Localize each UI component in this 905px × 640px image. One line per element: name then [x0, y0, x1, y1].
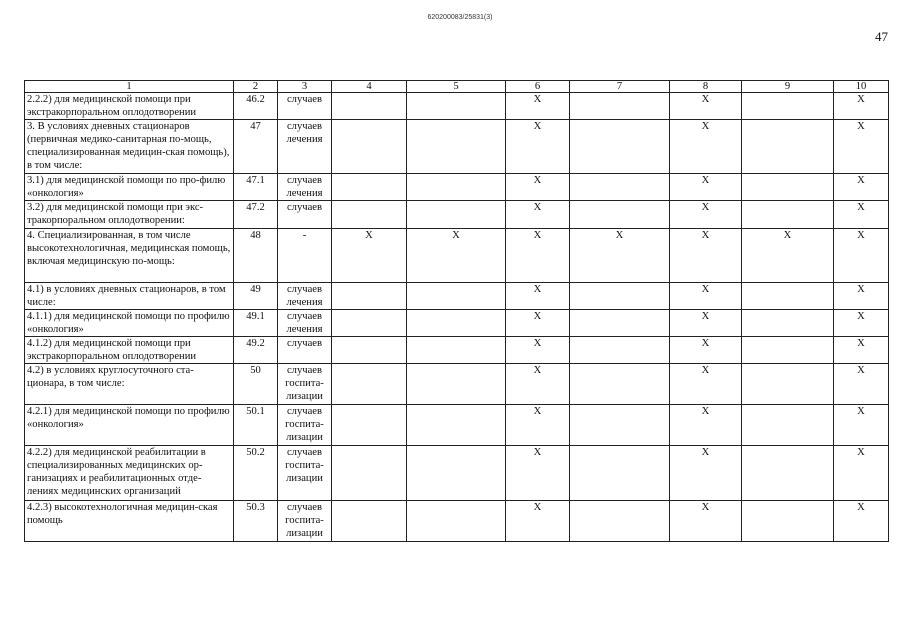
mark-cell: X [670, 120, 742, 174]
table-row [25, 364, 889, 405]
mark-cell [407, 364, 506, 405]
mark-cell: X [834, 501, 889, 542]
page-number: 47 [875, 29, 888, 44]
mark-cell [407, 120, 506, 174]
mark-cell [570, 309, 670, 336]
mark-cell: X [834, 405, 889, 446]
mark-cell: X [834, 120, 889, 174]
column-header: 3 [278, 81, 332, 93]
mark-cell: X [407, 228, 506, 282]
mark-cell: X [506, 228, 570, 282]
mark-cell [332, 201, 407, 228]
mark-cell: X [834, 201, 889, 228]
row-number-cell: 49.2 [234, 336, 278, 363]
column-header: 2 [234, 81, 278, 93]
row-name-cell: 4.1.2) для медицинской помощи при экстракорпоральном оплодотворении [25, 336, 234, 363]
row-name-cell: 3.1) для медицинской помощи по про-филю «онкология» [25, 174, 234, 201]
table-row [25, 120, 889, 174]
mark-cell [570, 364, 670, 405]
row-number-cell: 48 [234, 228, 278, 282]
mark-cell: X [506, 309, 570, 336]
table-row [25, 228, 889, 282]
unit-cell: случаев госпита-лизации [278, 501, 332, 542]
mark-cell [407, 405, 506, 446]
row-number-cell: 50.1 [234, 405, 278, 446]
mark-cell [570, 120, 670, 174]
mark-cell: X [670, 174, 742, 201]
column-header: 9 [742, 81, 834, 93]
mark-cell: X [570, 228, 670, 282]
document-code: 620200083/25831(3) [427, 14, 493, 21]
mark-cell: X [834, 336, 889, 363]
data-table [24, 80, 889, 542]
mark-cell: X [834, 282, 889, 309]
mark-cell [570, 282, 670, 309]
row-number-cell: 50.3 [234, 501, 278, 542]
row-name-cell: 4.2) в условиях круглосуточного ста-ционара, в том числе: [25, 364, 234, 405]
row-number-cell: 49 [234, 282, 278, 309]
mark-cell [332, 309, 407, 336]
unit-cell: случаев госпита-лизации [278, 446, 332, 501]
column-number-row [25, 81, 889, 93]
table-row [25, 201, 889, 228]
column-header: 8 [670, 81, 742, 93]
row-name-cell: 4.2.2) для медицинской реабилитации в специализированных медицинских ор-ганизациях и реабилитационных отде-лениях медицинских организаций [25, 446, 234, 501]
row-number-cell: 47.2 [234, 201, 278, 228]
mark-cell [332, 446, 407, 501]
mark-cell: X [834, 93, 889, 120]
mark-cell: X [506, 336, 570, 363]
table-row [25, 446, 889, 501]
unit-cell: случаев лечения [278, 309, 332, 336]
mark-cell [407, 446, 506, 501]
mark-cell: X [506, 174, 570, 201]
mark-cell [742, 201, 834, 228]
row-number-cell: 50.2 [234, 446, 278, 501]
mark-cell: X [670, 201, 742, 228]
mark-cell: X [742, 228, 834, 282]
mark-cell [332, 120, 407, 174]
mark-cell [742, 446, 834, 501]
mark-cell [742, 364, 834, 405]
mark-cell [407, 309, 506, 336]
mark-cell: X [506, 501, 570, 542]
mark-cell: X [670, 336, 742, 363]
column-header: 7 [570, 81, 670, 93]
mark-cell [332, 501, 407, 542]
row-name-cell: 3. В условиях дневных стационаров (первичная медико-санитарная по-мощь, специализированная медицин-ская помощь), в том числе: [25, 120, 234, 174]
mark-cell [407, 201, 506, 228]
mark-cell: X [506, 405, 570, 446]
row-number-cell: 47.1 [234, 174, 278, 201]
table-row [25, 93, 889, 120]
row-number-cell: 46.2 [234, 93, 278, 120]
mark-cell [570, 93, 670, 120]
row-name-cell: 4.2.1) для медицинской помощи по профилю «онкология» [25, 405, 234, 446]
row-name-cell: 4.1) в условиях дневных стационаров, в том числе: [25, 282, 234, 309]
mark-cell [570, 405, 670, 446]
column-header: 4 [332, 81, 407, 93]
mark-cell [332, 405, 407, 446]
unit-cell: случаев лечения [278, 174, 332, 201]
row-number-cell: 47 [234, 120, 278, 174]
mark-cell [570, 501, 670, 542]
mark-cell [742, 405, 834, 446]
mark-cell: X [506, 446, 570, 501]
mark-cell: X [834, 309, 889, 336]
mark-cell [332, 93, 407, 120]
unit-cell: случаев [278, 201, 332, 228]
mark-cell [332, 336, 407, 363]
mark-cell: X [670, 282, 742, 309]
mark-cell: X [670, 309, 742, 336]
column-header: 1 [25, 81, 234, 93]
mark-cell [407, 501, 506, 542]
mark-cell [407, 282, 506, 309]
mark-cell [407, 174, 506, 201]
mark-cell: X [834, 228, 889, 282]
mark-cell: X [834, 364, 889, 405]
row-name-cell: 3.2) для медицинской помощи при экс-тракорпоральном оплодотворении: [25, 201, 234, 228]
mark-cell [742, 282, 834, 309]
mark-cell: X [670, 93, 742, 120]
unit-cell: случаев [278, 93, 332, 120]
mark-cell [570, 201, 670, 228]
mark-cell: X [670, 501, 742, 542]
mark-cell [570, 446, 670, 501]
mark-cell [407, 336, 506, 363]
mark-cell [742, 93, 834, 120]
mark-cell: X [670, 364, 742, 405]
mark-cell: X [506, 201, 570, 228]
mark-cell [332, 174, 407, 201]
mark-cell [742, 309, 834, 336]
mark-cell: X [670, 446, 742, 501]
unit-cell: - [278, 228, 332, 282]
mark-cell: X [506, 282, 570, 309]
mark-cell: X [332, 228, 407, 282]
mark-cell [332, 282, 407, 309]
unit-cell: случаев лечения [278, 120, 332, 174]
unit-cell: случаев госпита-лизации [278, 405, 332, 446]
table-row [25, 174, 889, 201]
mark-cell [742, 174, 834, 201]
unit-cell: случаев [278, 336, 332, 363]
mark-cell: X [834, 446, 889, 501]
mark-cell [332, 364, 407, 405]
mark-cell [742, 120, 834, 174]
row-name-cell: 4. Специализированная, в том числе высокотехнологичная, медицинская помощь, включая медицинскую по-мощь: [25, 228, 234, 282]
row-number-cell: 50 [234, 364, 278, 405]
row-number-cell: 49.1 [234, 309, 278, 336]
table-row [25, 282, 889, 309]
mark-cell [570, 336, 670, 363]
mark-cell: X [506, 120, 570, 174]
mark-cell [742, 501, 834, 542]
table-row [25, 405, 889, 446]
row-name-cell: 4.1.1) для медицинской помощи по профилю «онкология» [25, 309, 234, 336]
mark-cell [742, 336, 834, 363]
row-name-cell: 2.2.2) для медицинской помощи при экстракорпоральном оплодотворении [25, 93, 234, 120]
mark-cell: X [506, 93, 570, 120]
mark-cell: X [670, 405, 742, 446]
table-row [25, 501, 889, 542]
table-row [25, 336, 889, 363]
mark-cell: X [670, 228, 742, 282]
column-header: 10 [834, 81, 889, 93]
mark-cell: X [506, 364, 570, 405]
mark-cell: X [834, 174, 889, 201]
column-header: 5 [407, 81, 506, 93]
mark-cell [407, 93, 506, 120]
unit-cell: случаев госпита-лизации [278, 364, 332, 405]
row-name-cell: 4.2.3) высокотехнологичная медицин-ская помощь [25, 501, 234, 542]
unit-cell: случаев лечения [278, 282, 332, 309]
mark-cell [570, 174, 670, 201]
column-header: 6 [506, 81, 570, 93]
table-row [25, 309, 889, 336]
